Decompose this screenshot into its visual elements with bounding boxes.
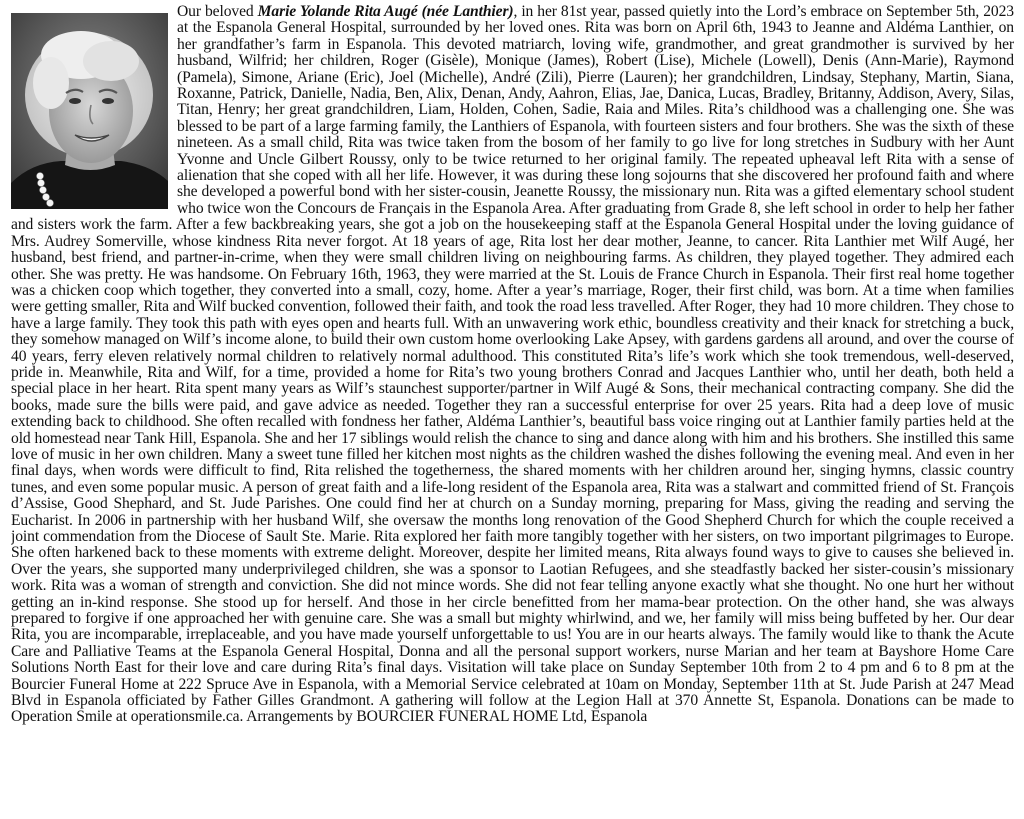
portrait-photo	[11, 13, 168, 209]
intro-text: Our beloved	[177, 4, 258, 20]
portrait-icon	[11, 13, 168, 209]
obituary-notice	[11, 4, 1014, 814]
deceased-name: Marie Yolande Rita Augé (née Lanthier)	[257, 4, 514, 20]
obituary-body: , in her 81st year, passed quietly into the Lord’s embrace on September 5th, 2023 at the Espanola General Hospital, surrounded by her loved ones. Rita was born on April 6th, 1943 to Jeanne and Aldéma Lanthier, on her grandfather’s farm in Espanola. This devoted matriarch, loving wife, grandmother, and great grandmother is survived by her husband, Wilfrid; her children, Roger (Gisèle), Monique (James), Robert (Lise), Michele (Lowell), Denis (Ann-Marie), Raymond (Pamela), Simone, Ariane (Eric), Joel (Michelle), André (Zili), Pierre (Lauren); her grandchildren, Lindsay, Stephany, Martin, Siana, Roxanne, Patrick, Danielle, Nadia, Ben, Alix, Denan, Andy, Aahron, Elias, Jae, Danica, Lucas, Bradley, Britanny, Addison, Avery, Silas, Titan, Henry; her great grandchildren, Liam, Holden, Cohen, Sadie, Raia and Miles. Rita’s childhood was a challenging one. She was blessed to be part of a large farming family, the Lanthiers of Espanola, with fourteen sisters and four brothers. She was the sixth of these nineteen. As a small child, Rita was twice taken from the bosom of her family to go live for long stretches in Sudbury with her Aunt Yvonne and Uncle Gilbert Roussy, only to be twice returned to her original family. The repeated upheaval left Rita with a sense of alienation that she coped with all her life. However, it was during these long sojourns that she discovered her profound faith and where she developed a powerful bond with her sister-cousin, Jeanette Roussy, the missionary nun. Rita was a gifted elementary school student who twice won the Concours de Français in the Espanola Area. After graduating from Grade 8, she left school in order to help her father and sisters work the farm. After a few backbreaking years, she got a job on the housekeeping staff at the Espanola General Hospital under the loving guidance of Mrs. Audrey Somerville, whose kindness Rita never forgot. At 18 years of age, Rita lost her dear mother, Jeanne, to cancer. Rita Lanthier met Wilf Augé, her husband, best friend, and partner-in-crime, when they were small children living on neighbouring farms. As children, they played together. They admired each other. She was pretty. He was handsome. On February 16th, 1963, they were married at the St. Louis de France Church in Espanola. Their first real home together was a chicken coop which together, they converted into a small, cozy, home. After a year’s marriage, Roger, their first child, was born. At a time when families were getting smaller, Rita and Wilf bucked convention, followed their faith, and took the road less travelled. After Roger, they had 10 more children. They chose to have a large family. They took this path with eyes open and hearts full. With an unwavering work ethic, boundless creativity and their knack for stretching a buck, they somehow managed on Wilf’s income alone, to build their own custom home overlooking Lake Apsey, with gardens gardens all around, and over the course of 40 years, ferry eleven relatively normal children to relatively normal adulthood. This constituted Rita’s life’s work which she took tremendous, well-deserved, pride in. Meanwhile, Rita and Wilf, for a time, provided a home for Rita’s two young brothers Conrad and Jacques Lanthier who, until her death, both held a special place in her heart. Rita spent many years as Wilf’s staunchest supporter/partner in Wilf Augé & Sons, their mechanical contracting company. She did the books, made sure the bills were paid, and gave advice as needed. Together they ran a successful enterprise for over 25 years. Rita had a deep love of music extending back to childhood. She often recalled with fondness her father, Aldéma Lanthier’s, beautiful bass voice ringing out at Lanthier family parties held at the old homestead near Tank Hill, Espanola. She and her 17 siblings would relish the chance to sing and dance along with him and his brothers. She instilled this same love of music in her own children. Many a sweet tune filled her kitchen most nights as the children washed the dishes following the evening meal. And even in her final days, when words were difficult to find, Rita relished the togetherness, the shared moments with her children around her, singing hymns, classic country tunes, and even some popular music. A person of great faith and a life-long resident of the Espanola area, Rita was a stalwart and committed friend of St. François d’Assise, Good Shephard, and St. Jude Parishes. One could find her at church on a Sunday morning, preparing for Mass, giving the reading and serving the Eucharist. In 2006 in partnership with her husband Wilf, she oversaw the months long renovation of the Good Shepherd Church for which the couple received a joint commendation from the Diocese of Sault Ste. Marie. Rita explored her faith more tangibly together with her sisters, on two important pilgrimages to Europe. She often harkened back to these moments with extreme delight. Moreover, despite her limited means, Rita always found ways to give to causes she believed in. Over the years, she supported many underprivileged children, she was a sponsor to Laotian Refugees, and she steadfastly backed her sister-cousin’s missionary work. Rita was a woman of strength and conviction. She did not mince words. She did not fear telling anyone exactly what she thought. No one hurt her without getting an in-kind response. She stood up for herself. And those in her circle benefitted from her mama-bear protection. On the other hand, she was always prepared to forgive if one approached her with genuine care. She was a small but mighty whirlwind, and we, her family will miss being buffeted by her. Our dear Rita, you are incomparable, irreplaceable, and you have made yourself unforgettable to us! You are in our hearts always. The family would like to thank the Acute Care and Palliative Teams at the Espanola General Hospital, Donna and all the personal support workers, nurse Marian and her team at Bayshore Home Care Solutions North East for their love and care during Rita’s final days. Visitation will take place on Sunday September 10th from 2 to 4 pm and 6 to 8 pm at the Bourcier Funeral Home at 222 Spruce Ave in Espanola, with a Memorial Service celebrated at 10am on Monday, September 11th at St. Jude Parish at 247 Mead Blvd in Espanola officiated by Father Gilles Grandmont. A gathering will follow at the Legion Hall at 370 Annette St, Espanola. Donations can be made to Operation Smile at operationsmile.ca. Arrangements by BOURCIER FUNERAL HOME Ltd, Espanola	[11, 4, 1014, 726]
